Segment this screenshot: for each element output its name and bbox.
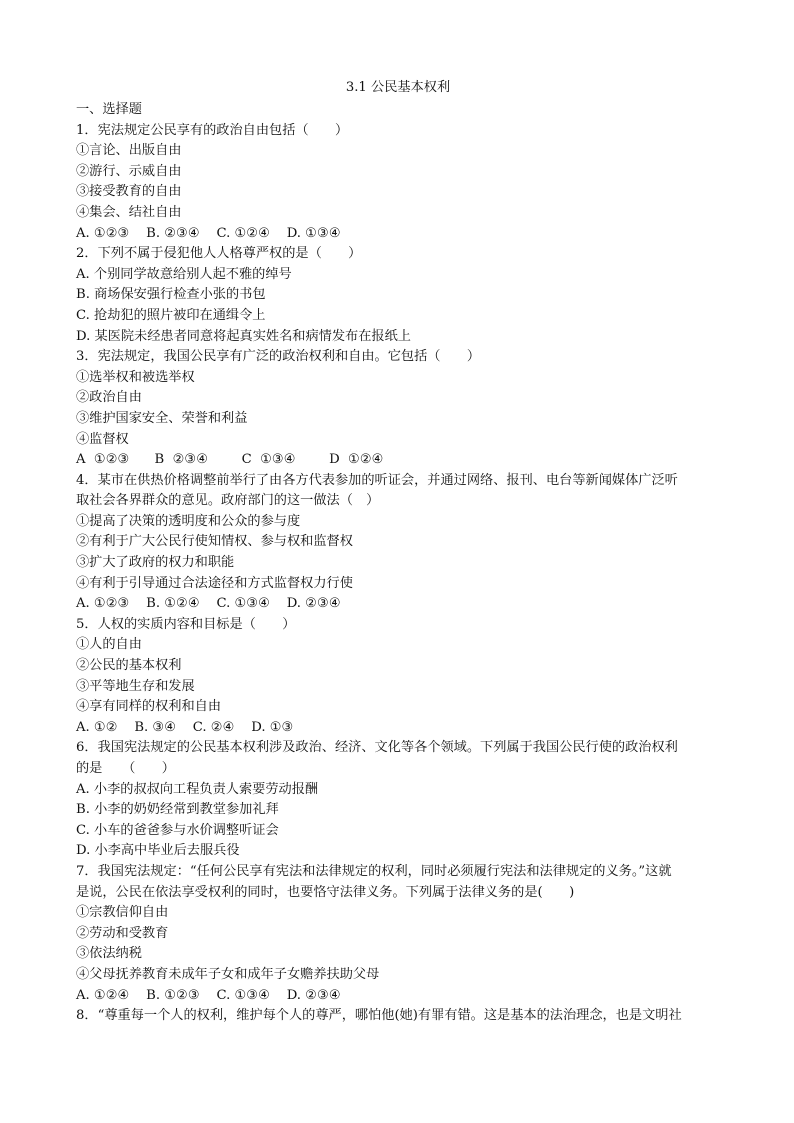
answer-choices: A. ①②③ B. ①②④ C. ①③④ D. ②③④ [76,596,341,612]
answer-item: C. 抢劫犯的照片被印在通缉令上 [76,307,266,323]
answer-item: ③接受教育的自由 [76,184,182,200]
question-stem-line: 是说，公民在依法享受权利的同时，也要恪守法律义务。下列属于法律义务的是( ) [76,884,575,900]
question-stem-line: 1．宪法规定公民享有的政治自由包括（ ） [76,122,349,138]
answer-item: ①宗教信仰自由 [76,905,169,921]
question-3 [76,347,720,471]
answer-item: ①提高了决策的透明度和公众的参与度 [76,513,301,529]
answer-item: ③维护国家安全、荣誉和利益 [76,410,248,426]
question-8 [76,1006,720,1027]
question-stem-line: 7．我国宪法规定：“任何公民享有宪法和法律规定的权利，同时必须履行宪法和法律规定的义务。”这就 [76,863,672,879]
answer-item: ②游行、示威自由 [76,163,182,179]
answer-item: D. 某医院未经患者同意将起真实姓名和病情发布在报纸上 [76,328,411,344]
document-title: 3.1 公民基本权利 [345,80,451,95]
answer-choices: A ①②③ B ②③④ C ①③④ D ①②④ [76,452,384,468]
question-stem-line: 2．下列不属于侵犯他人人格尊严权的是（ ） [76,246,362,262]
question-4 [76,471,720,615]
section-heading: 一、选择题 [76,102,142,117]
answer-item: B. 商场保安强行检查小张的书包 [76,287,266,303]
question-stem-line: 的是 （ ） [76,761,175,776]
answer-item: ③依法纳税 [76,946,142,962]
question-6 [76,738,720,862]
answer-item: ③扩大了政府的权力和职能 [76,555,235,571]
answer-item: C. 小车的爸爸参与水价调整听证会 [76,822,279,838]
answer-item: ①言论、出版自由 [76,143,182,159]
answer-item: ④集会、结社自由 [76,204,182,220]
answer-item: ②公民的基本权利 [76,658,182,674]
answer-choices: A. ①② B. ③④ C. ②④ D. ①③ [76,719,294,735]
question-stem-line: 6．我国宪法规定的公民基本权利涉及政治、经济、文化等各个领域。下列属于我国公民行使的政治权利 [76,740,678,756]
answer-item: D. 小李高中毕业后去服兵役 [76,843,240,859]
question-stem-line: 取社会各界群众的意见。政府部门的这一做法（ ） [76,493,380,509]
question-stem-line: 8．“尊重每一个人的权利，维护每个人的尊严，哪怕他(她)有罪有错。这是基本的法治理念，也是文明社 [76,1008,682,1024]
question-stem-line: 5．人权的实质内容和目标是（ ） [76,616,296,632]
answer-item: ④享有同样的权利和自由 [76,699,222,715]
question-stem-line: 4．某市在供热价格调整前举行了由各方代表参加的听证会，并通过网络、报刊、电台等新闻媒体广泛听 [76,472,678,488]
answer-choices: A. ①②③ B. ②③④ C. ①②④ D. ①③④ [76,225,341,241]
question-5 [76,615,720,739]
answer-item: ③平等地生存和发展 [76,678,195,694]
question-list [76,121,720,1027]
answer-item: B. 小李的奶奶经常到教堂参加礼拜 [76,802,279,818]
answer-item: ②劳动和受教育 [76,925,169,941]
answer-item: ④监督权 [76,431,129,447]
question-1 [76,121,720,245]
answer-item: ④有利于引导通过合法途径和方式监督权力行使 [76,575,353,591]
question-7 [76,862,720,1006]
answer-item: ①人的自由 [76,637,142,653]
answer-item: ④父母抚养教育未成年子女和成年子女赡养扶助父母 [76,966,380,982]
question-stem-line: 3．宪法规定，我国公民享有广泛的政治权利和自由。它包括（ ） [76,349,481,365]
question-2 [76,244,720,347]
answer-item: ②政治自由 [76,390,142,406]
answer-item: A. 个别同学故意给别人起不雅的绰号 [76,266,292,282]
document-page [76,78,720,1027]
answer-choices: A. ①②④ B. ①②③ C. ①③④ D. ②③④ [76,987,341,1003]
answer-item: ①选举权和被选举权 [76,369,195,385]
answer-item: ②有利于广大公民行使知情权、参与权和监督权 [76,534,353,550]
answer-item: A. 小李的叔叔向工程负责人索要劳动报酬 [76,781,319,797]
